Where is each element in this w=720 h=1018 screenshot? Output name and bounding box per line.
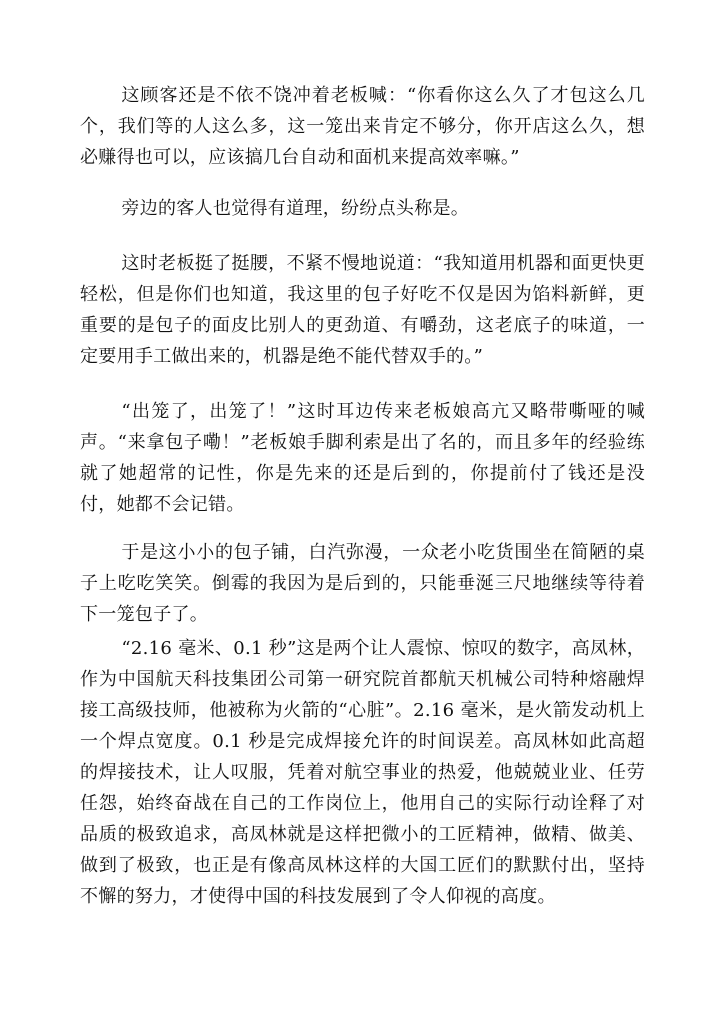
paragraph-steamer-ready: “出笼了，出笼了！”这时耳边传来老板娘高亢又略带嘶哑的喊声。“来拿包子嘞！”老板娘手脚利索是出了名的，而且多年的经验练就了她超常的记性，你是先来的还是后到的，你提前付了钱还是没付，她都不会记错。 [80,401,645,515]
paragraph-gao-fenglin: “2.16 毫米、0.1 秒”这是两个让人震惊、惊叹的数字，高凤林，作为中国航天科技集团公司第一研究院首都航天机械公司特种熔融焊接工高级技师，他被称为火箭的“心脏”。2.16 毫米，是火箭发动机上一个焊点宽度。0.1 秒是完成焊接允许的时间误差。高凤林如此高超的焊接技术，让人叹服，凭着对航空事业的热爱，他兢兢业业、任劳任怨，始终奋战在自己的工作岗位上，他用自己的实际行动诠释了对品质的极致追求，高凤林就是这样把微小的工匠精神，做精、做美、做到了极致，也正是有像高凤林这样的大国工匠们的默默付出，坚持不懈的努力，才使得中国的科技发展到了令人仰视的高度。 [80,638,645,907]
paragraph-guests-agree: 旁边的客人也觉得有道理，纷纷点头称是。 [121,198,470,219]
paragraph-owner-reply: 这时老板挺了挺腰，不紧不慢地说道：“我知道用机器和面更快更轻松，但是你们也知道，我这里的包子好吃不仅是因为馅料新鲜，更重要的是包子的面皮比别人的更劲道、有嚼劲，这老底子的味道，一定要用手工做出来的，机器是绝不能代替双手的。” [80,253,645,367]
paragraph-shop-scene: 于是这小小的包子铺，白汽弥漫，一众老小吃货围坐在简陋的桌子上吃吃笑笑。倒霉的我因为是后到的，只能垂涎三尺地继续等待着下一笼包子了。 [80,542,645,625]
paragraph-customer-complaint: 这顾客还是不依不饶冲着老板喊：“你看你这么久了才包这么几个，我们等的人这么多，这一笼出来肯定不够分，你开店这么久，想必赚得也可以，应该搞几台自动和面机来提高效率嘛。” [80,85,645,168]
